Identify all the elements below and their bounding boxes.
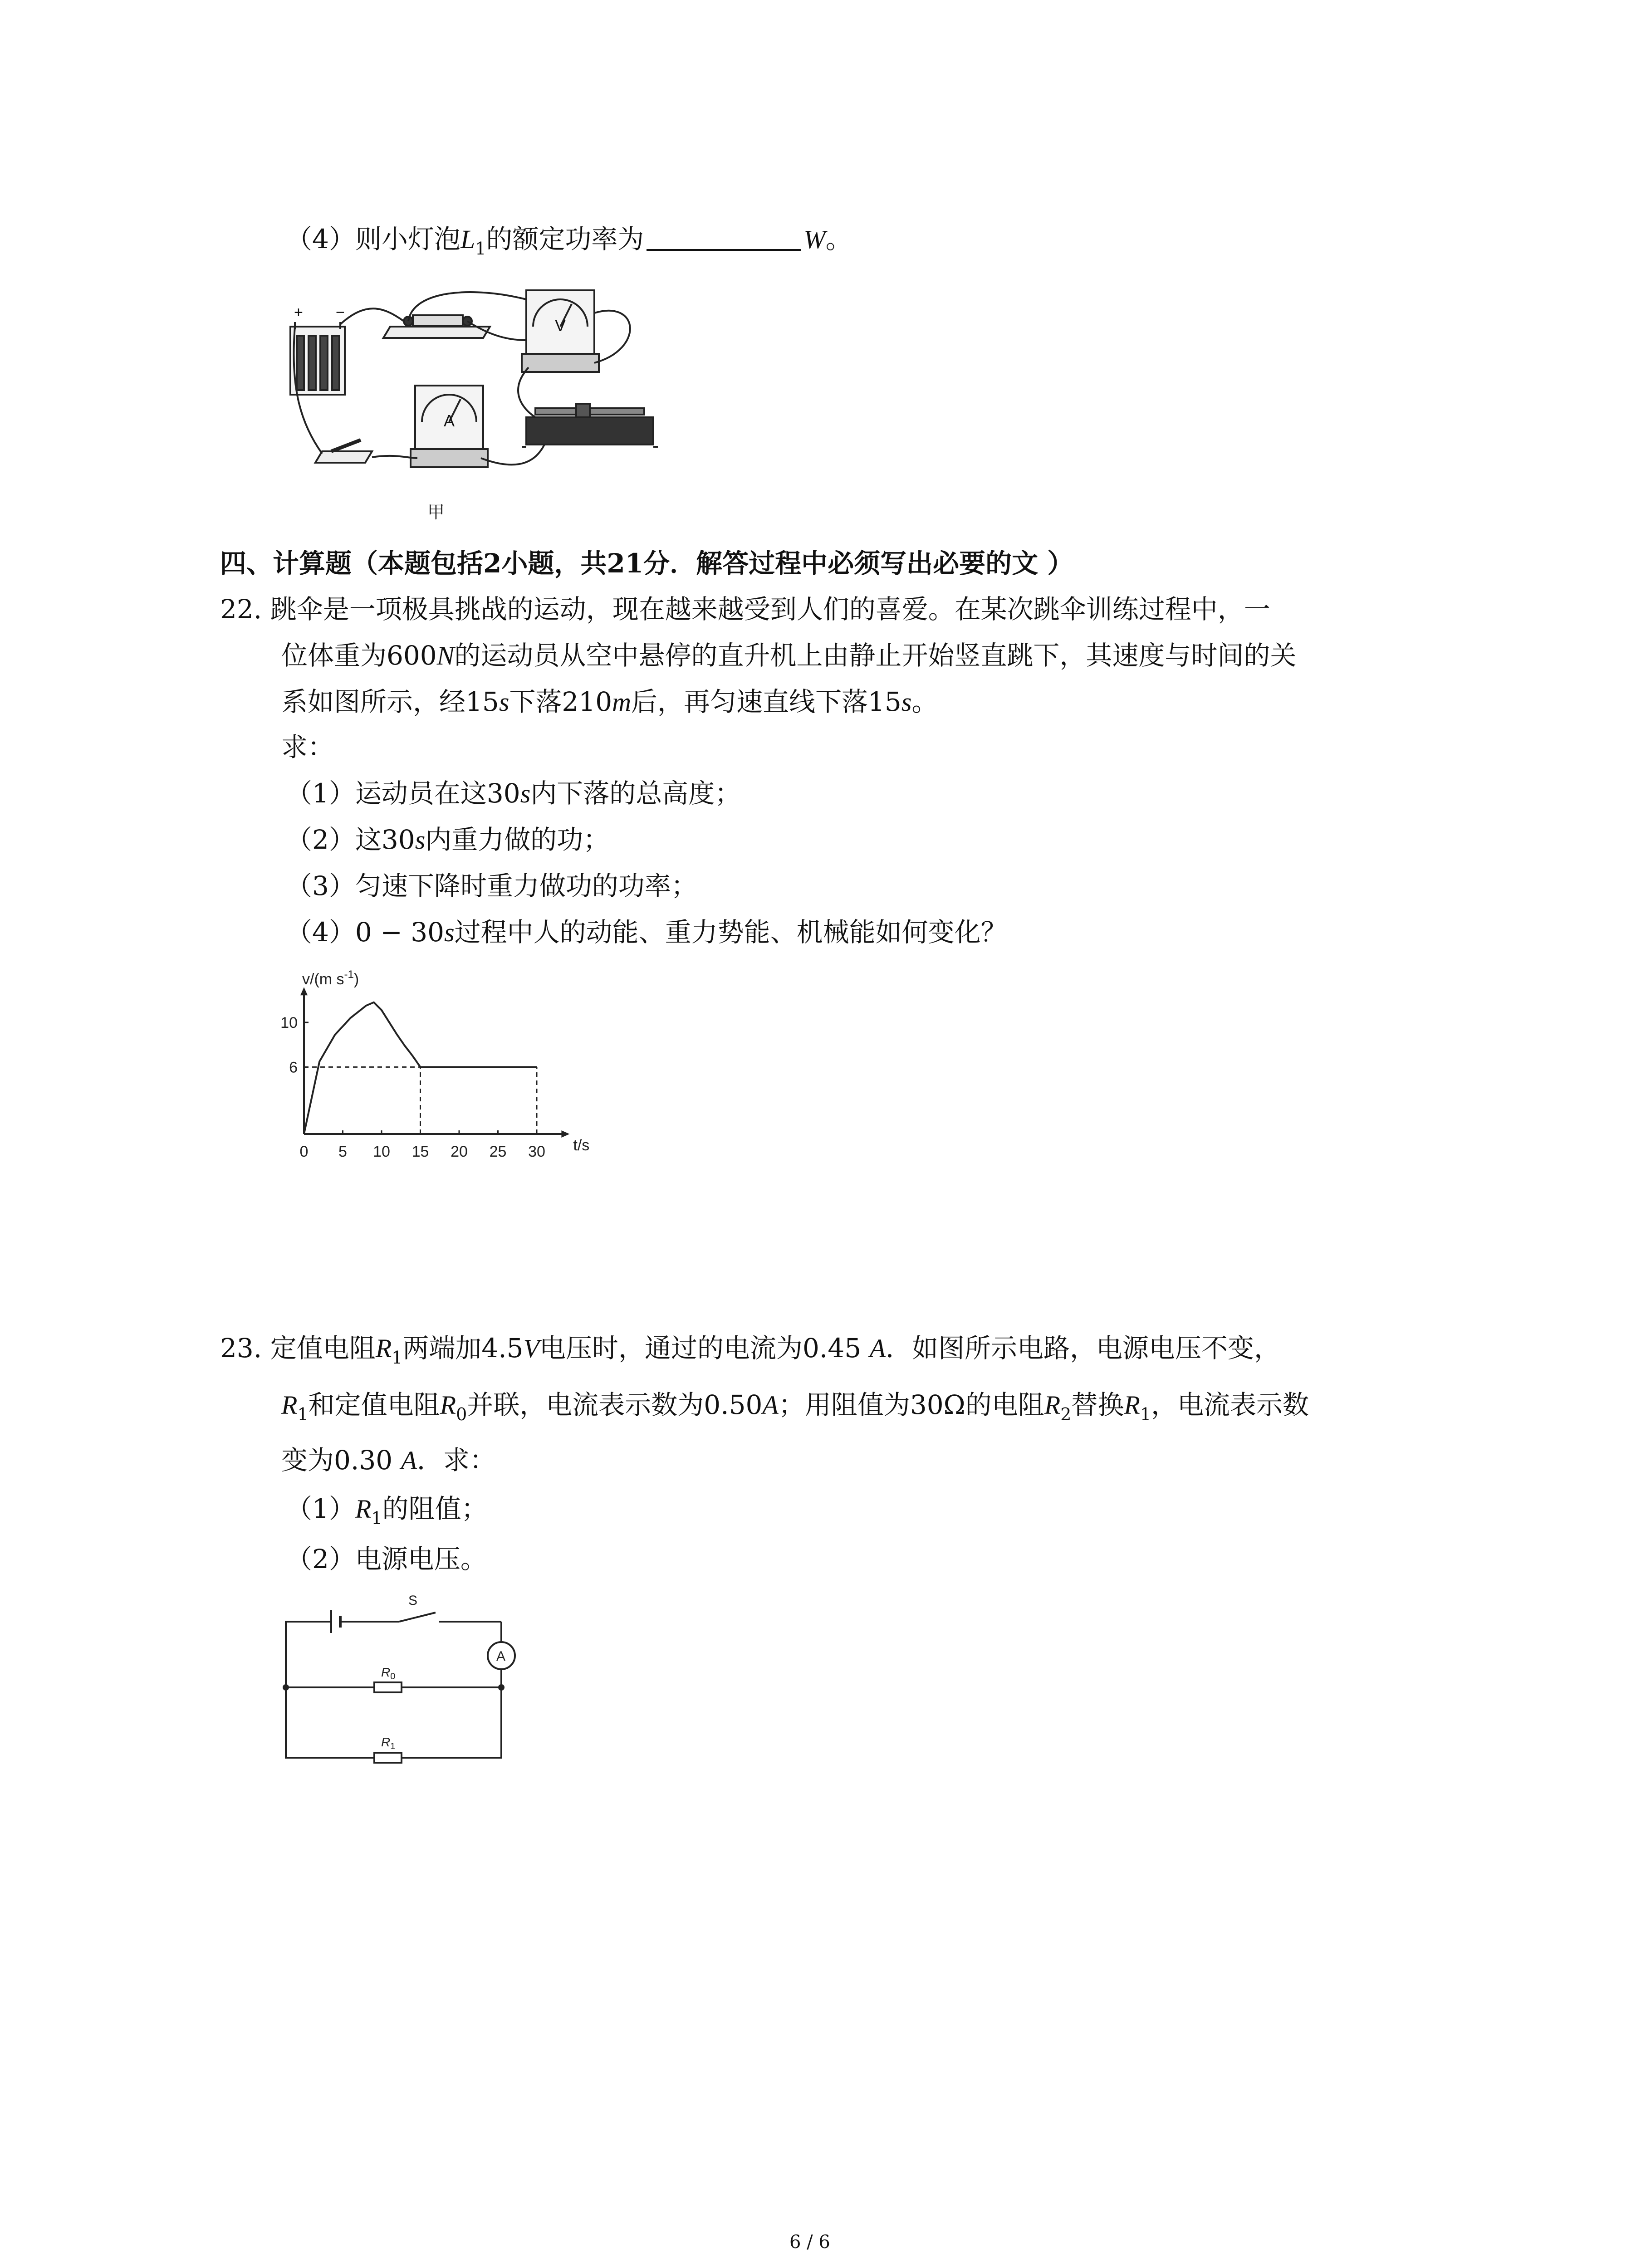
answer-blank[interactable] [647, 226, 801, 251]
section-title: 四、计算题（本题包括2小题，共21分．解答过程中必须写出必要的文 ） [220, 548, 1074, 579]
q22-line2: 位体重为600N的运动员从空中悬停的直升机上由静止开始竖直跳下，其速度与时间的关 [281, 640, 1297, 671]
y-tick-label: 10 [280, 1014, 298, 1031]
q22-line1: 22. 跳伞是一项极具挑战的运动，现在越来越受到人们的喜爱。在某次跳伞训练过程中，一 [220, 594, 1270, 625]
junction-dot [283, 1684, 289, 1691]
q23-line3: 变为0.30 A．求： [281, 1445, 496, 1476]
x-tick-label: 25 [489, 1143, 507, 1160]
x-tick-label: 30 [528, 1143, 545, 1160]
switch-icon [315, 440, 372, 463]
voltmeter-letter: V [555, 316, 566, 335]
x-tick-label: 0 [299, 1143, 309, 1160]
x-tick-label: 5 [338, 1143, 347, 1160]
question-number: 22. [220, 594, 262, 625]
x-axis-label: t/s [573, 1137, 590, 1154]
q22-part1: （1）运动员在这30s内下落的总高度； [286, 778, 741, 809]
question-number: 23. [220, 1333, 262, 1364]
apparatus-figure [281, 272, 671, 526]
battery-plus-label: + [294, 304, 303, 321]
x-tick-label: 10 [373, 1143, 390, 1160]
circuit-wire [286, 1622, 501, 1758]
r1-label: $R_1$ [381, 1735, 396, 1751]
battery-icon [290, 322, 345, 395]
switch-blade [399, 1613, 436, 1622]
figure-caption-jia: 甲 [427, 502, 445, 522]
y-axis-label: v/(m $s^{-1}$) [302, 968, 359, 988]
q22-part4: （4）0 − 30s过程中人的动能、重力势能、机械能如何变化？ [286, 917, 1007, 948]
junction-dot [498, 1684, 505, 1691]
q21-part4-line: （4）则小灯泡$L_1$的额定功率为 W。 [286, 224, 852, 259]
ammeter-letter: A [496, 1649, 506, 1664]
resistor-r0 [374, 1682, 402, 1692]
y-axis-arrow [300, 987, 308, 995]
q22-ask: 求： [281, 732, 334, 763]
q22-part3: （3）匀速下降时重力做功的功率； [286, 870, 697, 901]
q23-line2: $R_1$和定值电阻$R_0$并联，电流表示数为0.50A；用阻值为30Ω的电阻$R_2$替换$R_1$，电流表示数 [281, 1389, 1309, 1424]
page-number: 6 / 6 [789, 2232, 830, 2253]
r0-label: $R_0$ [381, 1665, 396, 1681]
q23-part2: （2）电源电压。 [286, 1544, 487, 1574]
x-tick-label: 15 [411, 1143, 429, 1160]
x-axis-arrow [561, 1130, 569, 1138]
q23-line1: 23. 定值电阻$R_1$两端加4.5V电压时，通过的电流为0.45 A．如图所示电路，电源电压不变， [220, 1333, 1281, 1368]
q23-part1: $(1)R_1$的阻值； [286, 1493, 488, 1528]
switch-label: S [408, 1593, 418, 1608]
ammeter-letter: A [444, 411, 455, 430]
y-tick-label: 6 [289, 1059, 298, 1076]
battery-minus-label: − [336, 304, 345, 321]
q22-line3: 系如图所示，经15s下落210m后，再匀速直线下落15s。 [281, 686, 938, 717]
q22-part2: （2）这30s内重力做的功； [286, 824, 610, 855]
rheostat-icon [522, 404, 658, 447]
circuit-diagram [272, 1588, 554, 1769]
velocity-time-chart [254, 962, 617, 1161]
x-tick-label: 20 [451, 1143, 468, 1160]
